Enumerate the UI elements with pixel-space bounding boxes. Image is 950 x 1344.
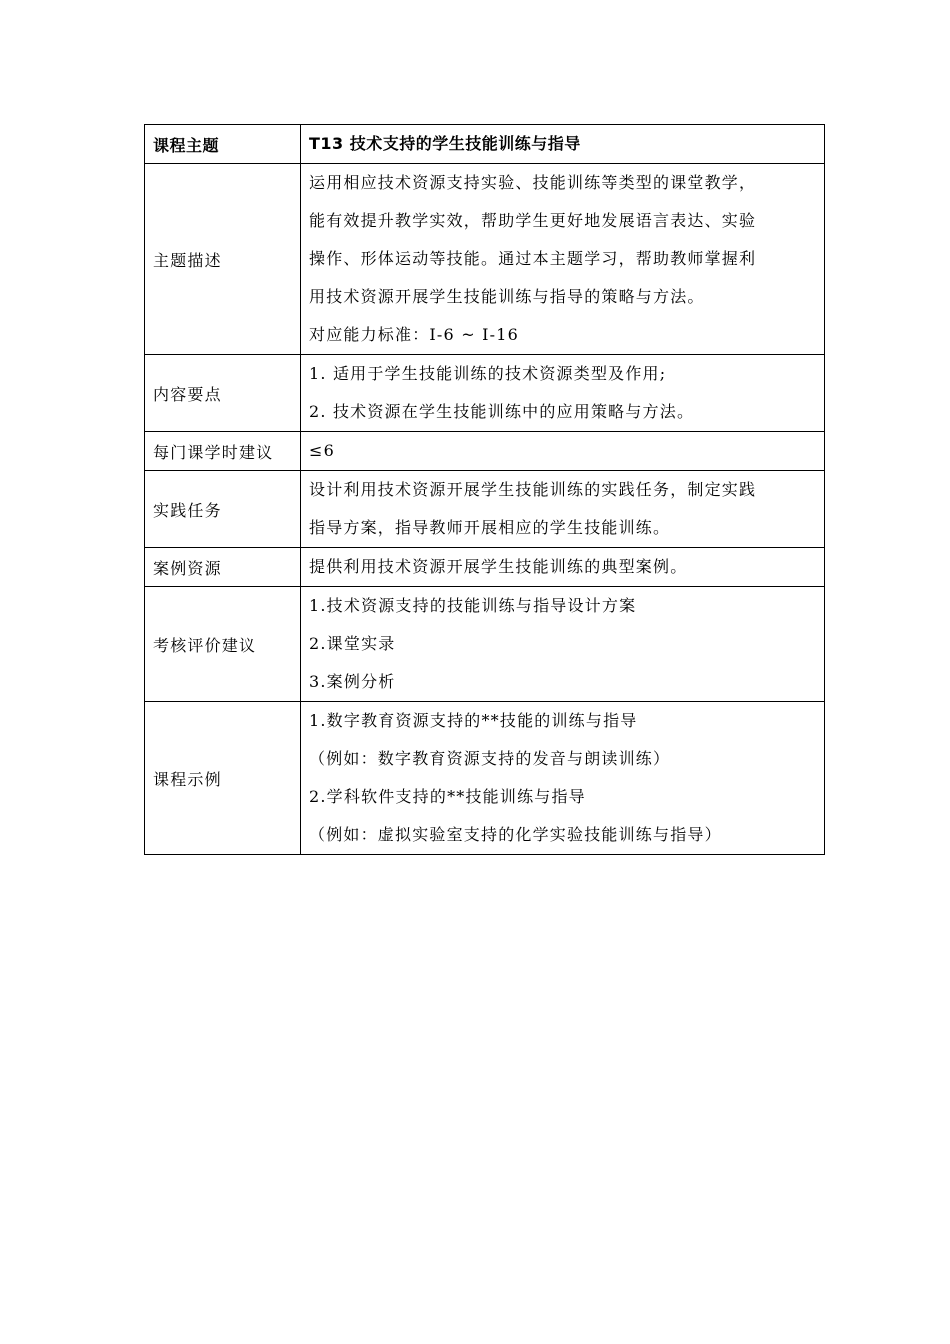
row-label: 内容要点 bbox=[145, 355, 301, 432]
content-line: 2.学科软件支持的**技能训练与指导 bbox=[309, 787, 586, 806]
content-line: 指导方案，指导教师开展相应的学生技能训练。 bbox=[309, 518, 671, 537]
row-key-points bbox=[145, 355, 825, 432]
row-label: 案例资源 bbox=[145, 548, 301, 587]
row-label: 课程示例 bbox=[145, 702, 301, 855]
row-assessment bbox=[145, 587, 825, 702]
row-content bbox=[301, 164, 825, 355]
content-line: 设计利用技术资源开展学生技能训练的实践任务，制定实践 bbox=[309, 480, 757, 499]
header-label: 课程主题 bbox=[145, 125, 301, 164]
row-case-resources bbox=[145, 548, 825, 587]
content-line: 1. 适用于学生技能训练的技术资源类型及作用; bbox=[309, 364, 667, 383]
content-line: （例如：数字教育资源支持的发音与朗读训练） bbox=[309, 749, 671, 768]
row-practice-task bbox=[145, 471, 825, 548]
row-content bbox=[301, 432, 825, 471]
row-content bbox=[301, 548, 825, 587]
content-line: 1.技术资源支持的技能训练与指导设计方案 bbox=[309, 596, 637, 615]
course-title: T13 技术支持的学生技能训练与指导 bbox=[301, 125, 825, 164]
row-content bbox=[301, 702, 825, 855]
content-line: 2. 技术资源在学生技能训练中的应用策略与方法。 bbox=[309, 402, 695, 421]
content-line: 操作、形体运动等技能。通过本主题学习，帮助教师掌握利 bbox=[309, 249, 757, 268]
row-label: 主题描述 bbox=[145, 164, 301, 355]
content-line: 提供利用技术资源开展学生技能训练的典型案例。 bbox=[309, 557, 688, 576]
content-line: 能有效提升教学实效，帮助学生更好地发展语言表达、实验 bbox=[309, 211, 757, 230]
content-line: 3.案例分析 bbox=[309, 672, 396, 691]
content-line: 用技术资源开展学生技能训练与指导的策略与方法。 bbox=[309, 287, 705, 306]
row-content bbox=[301, 587, 825, 702]
content-line: （例如：虚拟实验室支持的化学实验技能训练与指导） bbox=[309, 825, 722, 844]
row-content bbox=[301, 355, 825, 432]
course-table bbox=[144, 124, 825, 855]
row-label: 每门课学时建议 bbox=[145, 432, 301, 471]
header-row bbox=[145, 125, 825, 164]
content-line: 1.数字教育资源支持的**技能的训练与指导 bbox=[309, 711, 638, 730]
content-line: ≤6 bbox=[309, 441, 335, 460]
row-hours bbox=[145, 432, 825, 471]
row-description bbox=[145, 164, 825, 355]
row-label: 实践任务 bbox=[145, 471, 301, 548]
row-content bbox=[301, 471, 825, 548]
row-label: 考核评价建议 bbox=[145, 587, 301, 702]
row-course-examples bbox=[145, 702, 825, 855]
content-line: 2.课堂实录 bbox=[309, 634, 396, 653]
content-line: 运用相应技术资源支持实验、技能训练等类型的课堂教学， bbox=[309, 173, 757, 192]
content-line: 对应能力标准：I-6 ~ I-16 bbox=[309, 325, 519, 344]
